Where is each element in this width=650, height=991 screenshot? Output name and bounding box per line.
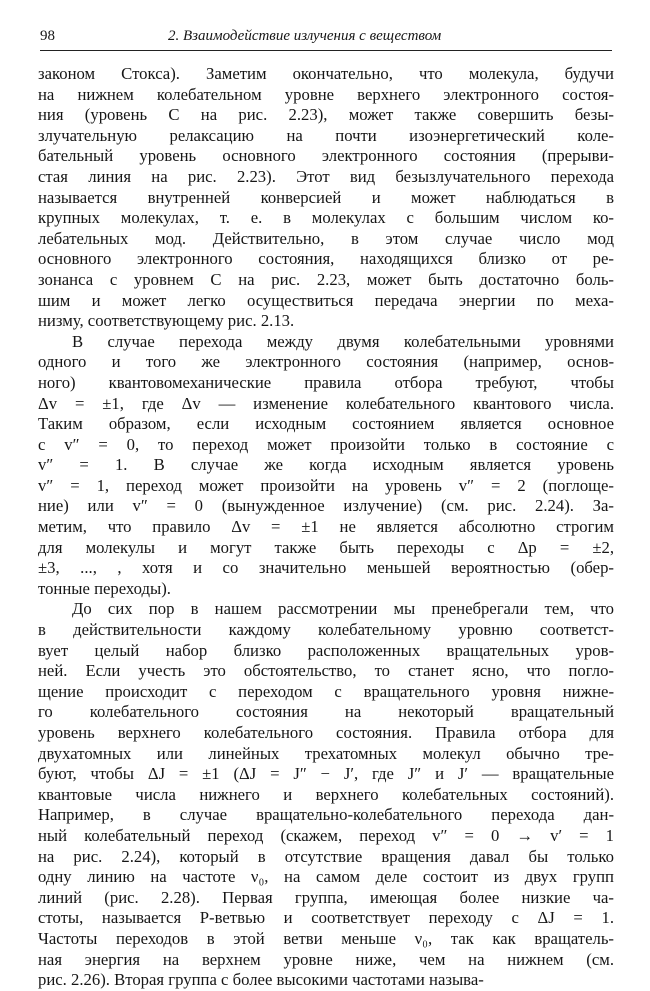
text-line: v″ = 1. В случае же когда исходным является уровень (38, 455, 614, 475)
text-line: для молекулы и могут также быть переходы с Δp = ±2, (38, 537, 614, 557)
header-rule (40, 50, 612, 51)
running-head: 2. Взаимодействие излучения с веществом (168, 28, 442, 44)
text-line: с v″ = 0, то переход может произойти только в состояние с (38, 434, 614, 454)
text-line: крупных молекулах, т. е. в молекулах с большим числом ко- (38, 208, 614, 228)
text-line: Таким образом, если исходным состоянием является основное (38, 414, 614, 434)
text-line: вует целый набор близко расположенных вращательных уров- (38, 640, 614, 660)
paragraph (38, 332, 614, 600)
text-line: До сих пор в нашем рассмотрении мы пренебрегали тем, что (72, 599, 614, 619)
text-line: на рис. 2.24), который в отсутствие вращения давал бы только (38, 846, 614, 866)
text-line: стоты, называется P-ветвью и соответствует переходу с ΔJ = 1. (38, 908, 614, 928)
text-line: лебательных мод. Действительно, в этом случае число мод (38, 228, 614, 248)
text-line: ного) квантовомеханические правила отбора требуют, чтобы (38, 372, 614, 392)
text-line: шим и может легко осуществиться передача энергии по меха- (38, 290, 614, 310)
text-line: ный колебательный переход (скажем, переход v″ = 0 → v′ = 1 (38, 825, 614, 845)
paragraph (38, 599, 614, 990)
text-line: ния (уровень C на рис. 2.23), может также совершить безы- (38, 105, 614, 125)
body-text (38, 64, 614, 991)
text-line: рис. 2.26). Вторая группа с более высокими частотами называ- (38, 970, 484, 990)
text-line: щение происходит с переходом с вращательного уровня нижне- (38, 681, 614, 701)
text-line: бательный уровень основного электронного состояния (прерыви- (38, 146, 614, 166)
text-line: одного и того же электронного состояния (например, основ- (38, 352, 614, 372)
text-line: стая линия на рис. 2.23). Этот вид безызлучательного перехода (38, 166, 614, 186)
text-line: ±3, ..., , хотя и со значительно меньшей вероятностью (обер- (38, 558, 614, 578)
text-line: линий (рис. 2.28). Первая группа, имеющая более низкие ча- (38, 887, 614, 907)
text-line: ная энергия на верхнем уровне ниже, чем на нижнем (см. (38, 949, 614, 969)
text-line: тонные переходы). (38, 578, 171, 598)
text-line: ние) или v″ = 0 (вынужденное излучение) (см. рис. 2.24). За- (38, 496, 614, 516)
text-line: называется внутренней конверсией и может наблюдаться в (38, 187, 614, 207)
text-line: злучательную релаксацию на почти изоэнергетический коле- (38, 125, 614, 145)
text-line: В случае перехода между двумя колебательными уровнями (72, 331, 614, 351)
text-line: низму, соответствующему рис. 2.13. (38, 311, 295, 331)
text-line: ней. Если учесть это обстоятельство, то станет ясно, что погло- (38, 661, 614, 681)
page-header (40, 26, 615, 48)
text-line: го колебательного состояния на некоторый вращательный (38, 702, 614, 722)
text-line: буют, чтобы ΔJ = ±1 (ΔJ = J″ − J′, где J″ и J′ — вращательные (38, 764, 614, 784)
text-line: одну линию на частоте ν₀, на самом деле состоит из двух групп (38, 867, 614, 887)
text-line: основного электронного состояния, находящихся близко от ре- (38, 249, 614, 269)
text-line: Частоты переходов в этой ветви меньше ν₀, так как вращатель- (38, 928, 614, 948)
text-line: в действительности каждому колебательному уровню соответст- (38, 620, 614, 640)
text-line: уровень верхнего колебательного состояния. Правила отбора для (38, 723, 614, 742)
text-line: зонанса с уровнем C на рис. 2.23, может быть достаточно боль- (38, 269, 614, 289)
text-line: двухатомных или линейных трехатомных молекул обычно тре- (38, 743, 614, 763)
paragraph (38, 64, 614, 332)
text-line: на нижнем колебательном уровне верхнего электронного состоя- (38, 84, 614, 104)
text-line: Δv = ±1, где Δv — изменение колебательного квантового числа. (38, 393, 614, 413)
text-line: Например, в случае вращательно-колебательного перехода дан- (38, 805, 614, 825)
text-line: квантовые числа нижнего и верхнего колебательных состояний). (38, 784, 614, 804)
text-line: v″ = 1, переход может произойти на уровень v″ = 2 (поглоще- (38, 475, 614, 495)
text-line: метим, что правило Δv = ±1 не является абсолютно строгим (38, 517, 614, 537)
text-line: законом Стокса). Заметим окончательно, что молекула, будучи (38, 64, 614, 83)
page-number: 98 (40, 28, 55, 44)
